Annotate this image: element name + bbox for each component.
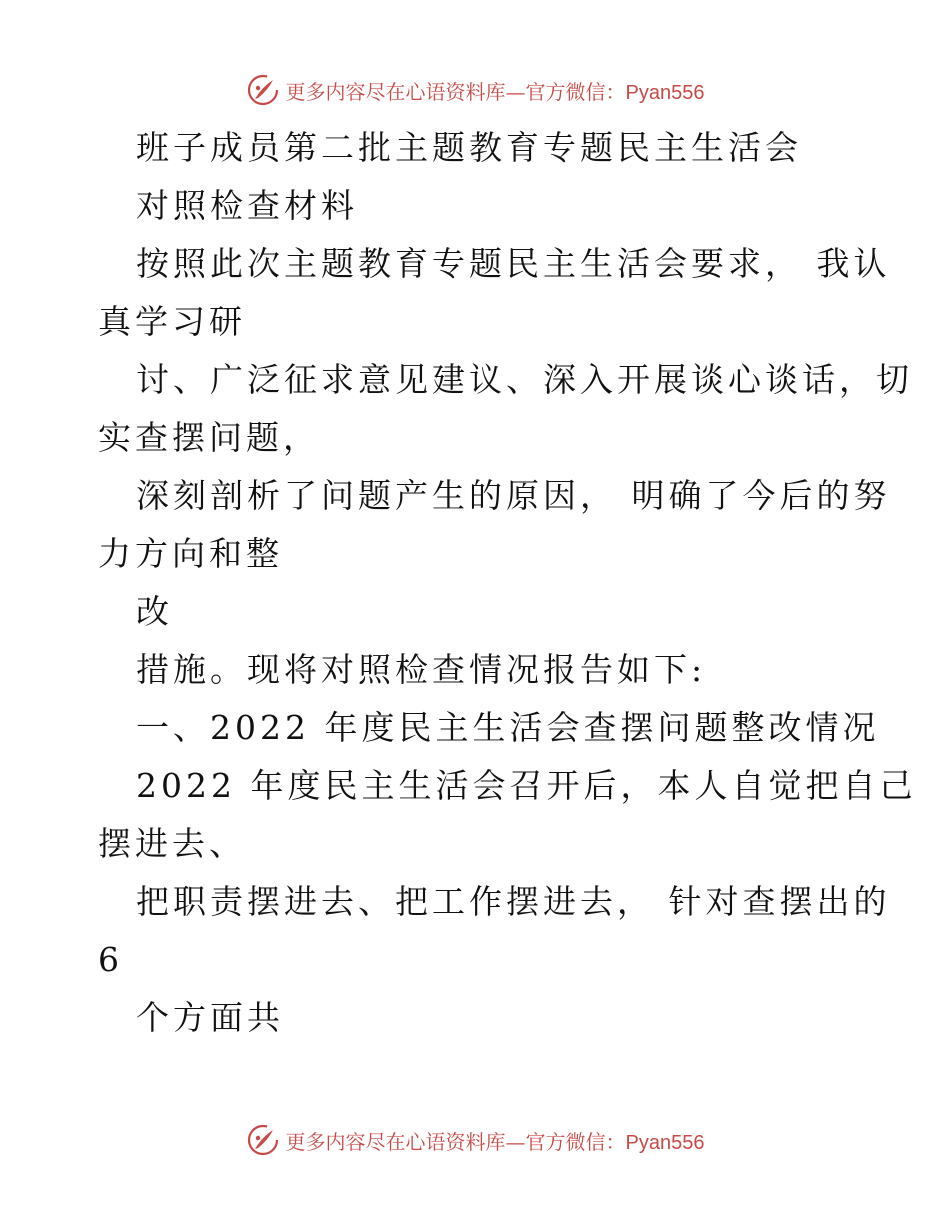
- footer-watermark: [0, 1120, 950, 1160]
- watermark-handle: Pyan556: [625, 81, 705, 104]
- doc-line: 改: [136, 592, 173, 631]
- doc-line: 力方向和整: [98, 534, 283, 573]
- doc-title-line-2: 对照检查材料: [136, 186, 358, 225]
- doc-line: 深刻剖析了问题产生的原因， 明确了今后的努: [136, 476, 891, 515]
- watermark-prefix: 更多内容尽在心语资料库—官方微信：: [285, 79, 626, 104]
- doc-line: 按照此次主题教育专题民主生活会要求， 我认: [136, 244, 891, 283]
- brush-logo-icon: [246, 73, 280, 107]
- watermark-prefix: 更多内容尽在心语资料库—官方微信：: [285, 1129, 626, 1154]
- watermark-handle: Pyan556: [625, 1131, 705, 1154]
- header-watermark: [0, 70, 950, 110]
- doc-line: 把职责摆进去、把工作摆进去， 针对查摆出的: [136, 882, 891, 921]
- doc-section-heading: 一、2022 年度民主生活会查摆问题整改情况: [136, 708, 880, 747]
- doc-title-line-1: 班子成员第二批主题教育专题民主生活会: [136, 128, 802, 167]
- doc-line: 讨、广泛征求意见建议、深入开展谈心谈话，切: [136, 360, 913, 399]
- doc-line: 个方面共: [136, 998, 284, 1037]
- brush-logo-icon: [246, 1123, 280, 1157]
- doc-line: 措施。现将对照检查情况报告如下:: [136, 650, 707, 689]
- doc-line: 摆进去、: [98, 824, 246, 863]
- doc-line: 6: [98, 940, 123, 979]
- watermark-text: [286, 1126, 705, 1155]
- doc-line: 实查摆问题，: [98, 418, 320, 457]
- watermark-text: [286, 76, 705, 105]
- doc-line: 2022 年度民主生活会召开后，本人自觉把自己: [136, 766, 917, 805]
- doc-line: 真学习研: [98, 302, 246, 341]
